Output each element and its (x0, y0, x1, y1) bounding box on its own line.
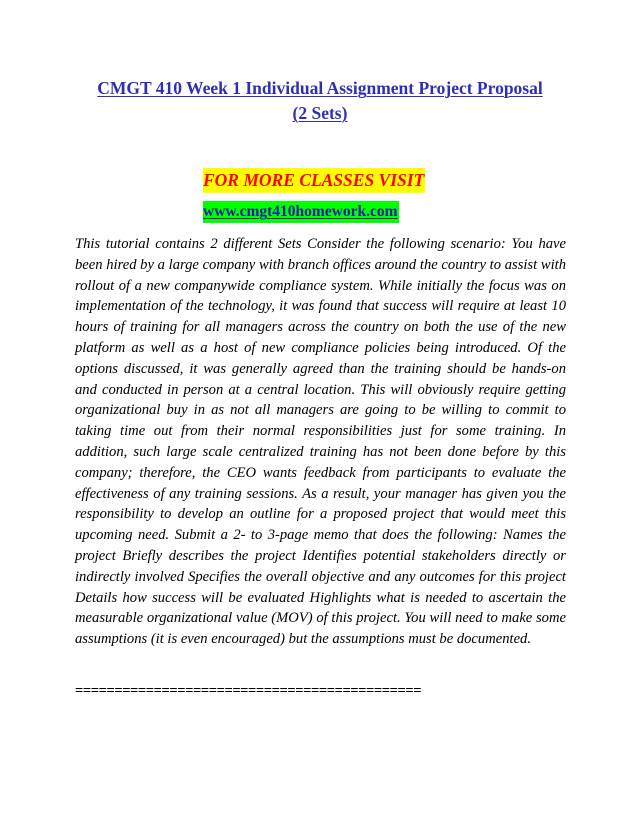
document-title (70, 76, 570, 126)
title-line-1 (70, 76, 570, 101)
title-line-1-text: CMGT 410 Week 1 Individual Assignment Project Proposal (97, 78, 543, 98)
title-line-2-text: (2 Sets) (292, 103, 348, 123)
promo-text: FOR MORE CLASSES VISIT (203, 168, 425, 193)
separator-line: ============================================ (75, 683, 422, 699)
promo-link[interactable]: www.cmgt410homework.com (203, 201, 399, 223)
promo-block (203, 168, 438, 223)
title-line-2 (70, 101, 570, 126)
body-paragraph: This tutorial contains 2 different Sets Consider the following scenario: You have been hired by a large company with branch offices around the country to assist with rollout of a new companywide compliance system. While initially the focus was on implementation of the technology, it was found that success will require at least 10 hours of training for all managers across the country on both the use of the new platform as well as a host of new compliance policies being introduced. Of the options discussed, it was generally agreed than the training should be hands-on and conducted in person at a central location. This will obviously require getting organizational buy in as not all managers are going to be willing to commit to taking time out from their normal responsibilities just for some training. In addition, such large scale centralized training has not been done before by this company; therefore, the CEO wants feedback from participants to evaluate the effectiveness of any training sessions. As a result, your manager has given you the responsibility to develop an outline for a proposed project that would meet this upcoming need. Submit a 2- to 3-page memo that does the following: Names the project Briefly describes the project Identifies potential stakeholders directly or indirectly involved Specifies the overall objective and any outcomes for this project Details how success will be evaluated Highlights what is needed to ascertain the measurable organizational value (MOV) of this project. You will need to make some assumptions (it is even encouraged) but the assumptions must be documented. (75, 236, 566, 648)
